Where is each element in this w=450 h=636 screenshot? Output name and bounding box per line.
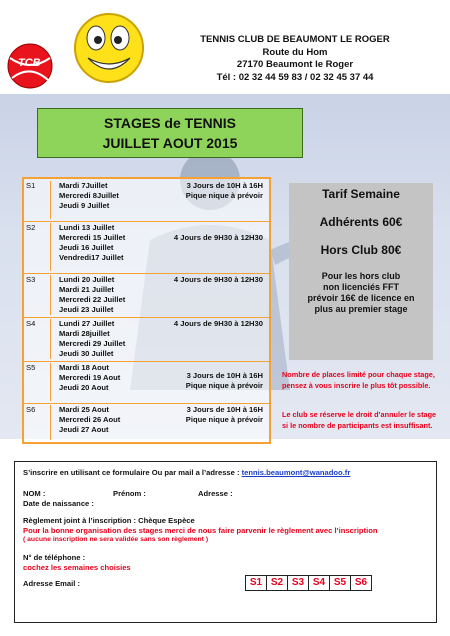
naissance-label: Date de naissance : bbox=[23, 499, 94, 508]
session-day: Jeudi 20 Aout bbox=[59, 383, 109, 392]
session-checkbox-s4[interactable]: S4 bbox=[309, 576, 330, 590]
club-phone: Tél : 02 32 44 59 83 / 02 32 45 37 44 bbox=[216, 71, 374, 83]
registration-form bbox=[14, 461, 437, 623]
prenom-label: Prénom : bbox=[113, 489, 146, 498]
session-checkbox-s2[interactable]: S2 bbox=[267, 576, 288, 590]
tarif-box bbox=[289, 183, 433, 360]
session-hours: 3 Jours de 10H à 16H bbox=[186, 181, 263, 190]
session-hours: 4 Jours de 9H30 à 12H30 bbox=[173, 275, 263, 284]
session-days bbox=[59, 275, 125, 315]
session-info bbox=[174, 319, 263, 329]
session-day: Jeudi 9 Juillet bbox=[59, 201, 110, 210]
session-days bbox=[59, 181, 119, 211]
session-day: Vendredi17 Juillet bbox=[59, 253, 124, 262]
session-day: Jeudi 16 Juillet bbox=[59, 243, 114, 252]
title-line-2: JUILLET AOUT 2015 bbox=[102, 135, 238, 151]
tarif-note-line: plus au premier stage bbox=[314, 304, 408, 314]
tarif-hors-club: Hors Club 80€ bbox=[320, 243, 402, 257]
reglement-label: Règlement joint à l’inscription : Chèque Espèce bbox=[23, 516, 195, 525]
session-checkbox-s3[interactable]: S3 bbox=[288, 576, 309, 590]
session-code: S2 bbox=[26, 223, 51, 271]
club-logo bbox=[4, 2, 154, 102]
club-header bbox=[160, 34, 430, 84]
session-day: Mardi 21 Juillet bbox=[59, 285, 114, 294]
tarif-note-line: prévoir 16€ de licence en bbox=[307, 293, 415, 303]
session-day: Jeudi 30 Juillet bbox=[59, 349, 114, 358]
session-days bbox=[59, 363, 120, 393]
session-row-s5 bbox=[24, 361, 269, 404]
tarif-adherents: Adhérents 60€ bbox=[319, 215, 403, 229]
session-checkbox-s1[interactable]: S1 bbox=[246, 576, 267, 590]
contact-email-link[interactable]: tennis.beaumont@wanadoo.fr bbox=[241, 468, 351, 477]
form-identity-row bbox=[23, 489, 233, 499]
session-extra: Pique nique à prévoir bbox=[185, 191, 263, 200]
session-row-s2 bbox=[24, 221, 269, 274]
club-city: 27170 Beaumont le Roger bbox=[236, 59, 354, 70]
session-day: Mercredi 15 Juillet bbox=[59, 233, 126, 242]
session-day: Mardi 18 Aout bbox=[59, 363, 109, 372]
session-info bbox=[174, 233, 263, 243]
telephone-label: N° de téléphone : bbox=[23, 553, 86, 562]
session-info bbox=[174, 275, 263, 285]
session-hours: 4 Jours de 9H30 à 12H30 bbox=[173, 233, 263, 242]
session-row-s3 bbox=[24, 273, 269, 318]
session-day: Mercredi 29 Juillet bbox=[59, 339, 126, 348]
club-street: Route du Hom bbox=[262, 46, 328, 58]
session-hours: 4 Jours de 9H30 à 12H30 bbox=[173, 319, 263, 328]
session-hours: 3 Jours de 10H à 16H bbox=[186, 405, 263, 414]
session-checkbox-s6[interactable]: S6 bbox=[354, 577, 368, 588]
form-intro bbox=[23, 468, 350, 478]
organisation-note: Pour la bonne organisation des stages merci de nous faire parvenir le règlement avec l’inscription bbox=[23, 526, 378, 535]
places-limited-note: Nombre de places limité pour chaque stage, pensez à vous inscrire le plus tôt possible. bbox=[282, 370, 435, 390]
tarif-heading: Tarif Semaine bbox=[322, 187, 400, 201]
session-code: S1 bbox=[26, 181, 51, 219]
session-hours: 3 Jours de 10H à 16H bbox=[186, 371, 263, 380]
session-info bbox=[186, 371, 263, 391]
session-row-s6 bbox=[24, 403, 269, 442]
session-day: Mercredi 26 Aout bbox=[59, 415, 121, 424]
session-day: Mercredi 19 Aout bbox=[59, 373, 121, 382]
session-code: S3 bbox=[26, 275, 51, 315]
adresse-email-label: Adresse Email : bbox=[23, 579, 80, 588]
session-code: S5 bbox=[26, 363, 51, 401]
tarif-note-line: Pour les hors club bbox=[321, 271, 401, 281]
session-day: Lundi 27 Juillet bbox=[59, 319, 115, 328]
session-row-s1 bbox=[24, 179, 269, 222]
session-day: Lundi 20 Juillet bbox=[59, 275, 115, 284]
session-checkboxes bbox=[245, 575, 372, 591]
adresse-label: Adresse : bbox=[198, 489, 233, 498]
session-info bbox=[186, 181, 263, 201]
session-day: Mercredi 22 Juillet bbox=[59, 295, 126, 304]
title-line-1: STAGES de TENNIS bbox=[104, 115, 236, 131]
session-days bbox=[59, 405, 120, 435]
sessions-table bbox=[22, 177, 271, 444]
session-days bbox=[59, 223, 125, 263]
session-day: Mardi 7Juillet bbox=[59, 181, 108, 190]
session-day: Mardi 25 Aout bbox=[59, 405, 109, 414]
tarif-licence-note bbox=[289, 271, 433, 315]
session-code: S6 bbox=[26, 405, 51, 440]
cochez-label: cochez les semaines choisies bbox=[23, 563, 131, 572]
validation-note: ( aucune inscription ne sera validée sans son règlement ) bbox=[23, 536, 209, 543]
session-extra: Pique nique à prévoir bbox=[185, 415, 263, 424]
stages-title-box bbox=[37, 108, 303, 158]
session-checkbox-s5[interactable]: S5 bbox=[330, 576, 351, 590]
session-code: S4 bbox=[26, 319, 51, 359]
session-day: Mercredi 8Juillet bbox=[59, 191, 119, 200]
session-day: Jeudi 27 Aout bbox=[59, 425, 109, 434]
club-name: TENNIS CLUB DE BEAUMONT LE ROGER bbox=[200, 34, 390, 45]
session-day: Mardi 28juillet bbox=[59, 329, 110, 338]
session-day: Lundi 13 Juillet bbox=[59, 223, 115, 232]
form-intro-text: S’inscrire en utilisant ce formulaire Ou par mail a l’adresse : bbox=[23, 468, 242, 477]
nom-label: NOM : bbox=[23, 489, 46, 498]
session-extra: Pique nique à prévoir bbox=[185, 381, 263, 390]
cancellation-note: Le club se réserve le droit d’annuler le stage si le nombre de participants est insuffisant. bbox=[282, 410, 437, 430]
session-row-s4 bbox=[24, 317, 269, 362]
tarif-note-line: non licenciés FFT bbox=[322, 282, 399, 292]
logo-badge-text: TCB bbox=[18, 57, 41, 69]
session-days bbox=[59, 319, 125, 359]
session-info bbox=[186, 405, 263, 425]
session-day: Jeudi 23 Juillet bbox=[59, 305, 114, 314]
